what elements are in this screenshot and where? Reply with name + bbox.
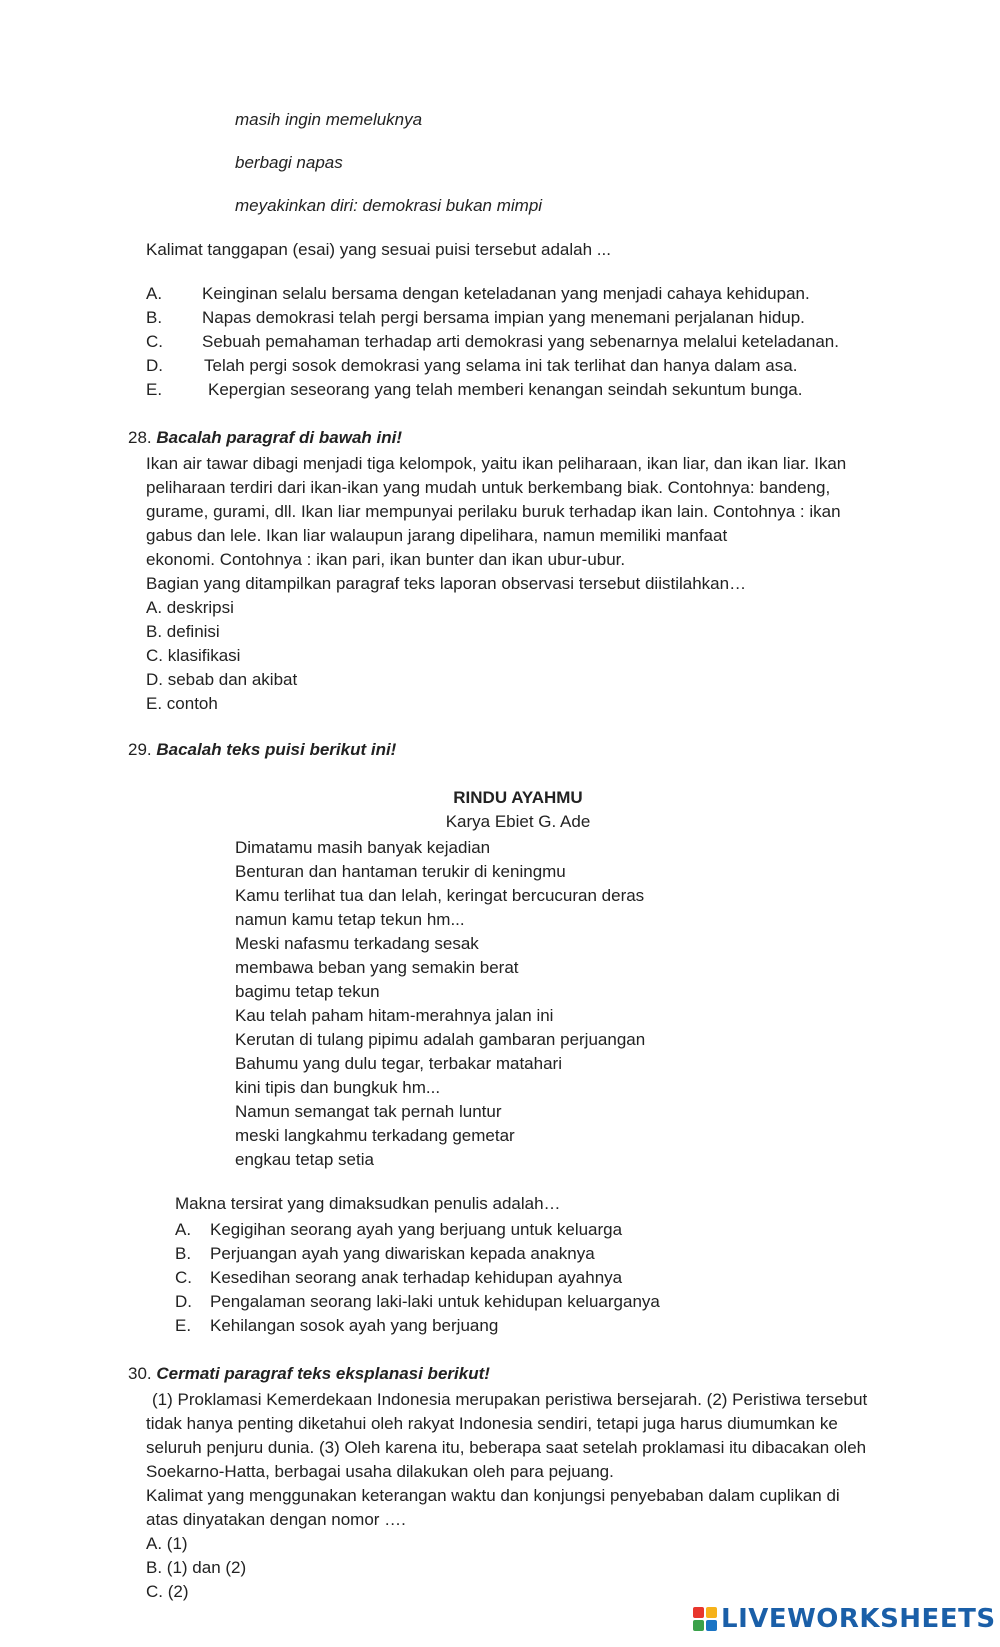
q27-option-c[interactable]	[146, 332, 839, 352]
q30-question-line: Kalimat yang menggunakan keterangan waktu dan konjungsi penyebaban dalam cuplikan di	[146, 1486, 840, 1505]
q29-option-b[interactable]	[175, 1242, 660, 1266]
paragraph-line: Ikan air tawar dibagi menjadi tiga kelompok, yaitu ikan peliharaan, ikan liar, dan ikan liar. Ikan	[146, 454, 847, 473]
q29-option-a[interactable]	[175, 1218, 660, 1242]
poem-author: Karya Ebiet G. Ade	[445, 812, 591, 831]
poem-line: masih ingin memeluknya	[235, 110, 423, 129]
poem-line: engkau tetap setia	[235, 1150, 374, 1169]
option-text: Telah pergi sosok demokrasi yang selama ini tak terlihat dan hanya dalam asa.	[204, 356, 798, 375]
poem-line: Benturan dan hantaman terukir di keningmu	[235, 862, 566, 881]
option-text: Sebuah pemahaman terhadap arti demokrasi yang sebenarnya melalui keteladanan.	[202, 332, 839, 351]
q29-options	[175, 1218, 660, 1338]
option-letter: E.	[146, 380, 163, 399]
option-letter: C.	[146, 332, 163, 351]
poem-line: kini tipis dan bungkuk hm...	[235, 1078, 441, 1097]
paragraph-line: gabus dan lele. Ikan liar walaupun jarang dipelihara, namun memiliki manfaat	[146, 526, 728, 545]
q29-option-d[interactable]	[175, 1290, 660, 1314]
poem-line: Namun semangat tak pernah luntur	[235, 1102, 502, 1121]
poem-line: Bahumu yang dulu tegar, terbakar matahari	[235, 1054, 562, 1073]
question-instruction: Cermati paragraf teks eksplanasi berikut!	[156, 1364, 490, 1383]
poem-line: namun kamu tetap tekun hm...	[235, 910, 465, 929]
q27-option-e[interactable]	[146, 380, 802, 400]
poem-line: meski langkahmu terkadang gemetar	[235, 1126, 515, 1145]
q30-option-c[interactable]: C. (2)	[146, 1582, 189, 1601]
poem-line: Meski nafasmu terkadang sesak	[235, 934, 479, 953]
q28-question: Bagian yang ditampilkan paragraf teks laporan observasi tersebut diistilahkan…	[146, 574, 747, 593]
paragraph-line: tidak hanya penting diketahui oleh rakyat Indonesia sendiri, tetapi juga harus diumumkan ke	[146, 1414, 838, 1433]
poem-line: bagimu tetap tekun	[235, 982, 380, 1001]
option-letter: D.	[146, 356, 163, 375]
poem-line: berbagi napas	[235, 153, 343, 172]
q27-option-d[interactable]	[146, 356, 797, 376]
option-text: Pengalaman seorang laki-laki untuk kehidupan keluarganya	[210, 1292, 660, 1311]
q28-option-b[interactable]: B. definisi	[146, 622, 220, 641]
q27-question: Kalimat tanggapan (esai) yang sesuai puisi tersebut adalah ...	[146, 240, 611, 259]
option-text: Perjuangan ayah yang diwariskan kepada anaknya	[210, 1244, 595, 1263]
poem-line: Kerutan di tulang pipimu adalah gambaran perjuangan	[235, 1030, 646, 1049]
q29-question: Makna tersirat yang dimaksudkan penulis adalah…	[175, 1194, 561, 1213]
option-letter: B.	[146, 308, 163, 327]
q29-option-e[interactable]	[175, 1314, 660, 1338]
paragraph-line: peliharaan terdiri dari ikan-ikan yang mudah untuk berkembang biak. Contohnya: bandeng,	[146, 478, 831, 497]
poem-line: meyakinkan diri: demokrasi bukan mimpi	[235, 196, 543, 215]
option-text: Kehilangan sosok ayah yang berjuang	[210, 1316, 499, 1335]
q28-option-a[interactable]: A. deskripsi	[146, 598, 234, 617]
q28-option-d[interactable]: D. sebab dan akibat	[146, 670, 298, 689]
poem-body	[235, 836, 645, 1172]
option-text: Kegigihan seorang ayah yang berjuang untuk keluarga	[210, 1220, 623, 1239]
option-letter: B.	[175, 1244, 192, 1263]
q30-question-line: atas dinyatakan dengan nomor ….	[146, 1510, 406, 1529]
poem-line: Kamu terlihat tua dan lelah, keringat bercucuran deras	[235, 886, 645, 905]
q29-option-c[interactable]	[175, 1266, 660, 1290]
q27-option-a[interactable]	[146, 284, 810, 304]
option-letter: C.	[175, 1268, 192, 1287]
question-instruction: Bacalah teks puisi berikut ini!	[156, 740, 397, 759]
option-text: Keinginan selalu bersama dengan keteladanan yang menjadi cahaya kehidupan.	[202, 284, 810, 303]
option-letter: A.	[146, 284, 163, 303]
q29-heading	[128, 740, 396, 760]
q30-option-b[interactable]: B. (1) dan (2)	[146, 1558, 247, 1577]
q30-paragraph	[146, 1388, 867, 1604]
paragraph-line: seluruh penjuru dunia. (3) Oleh karena itu, beberapa saat setelah proklamasi itu dibacakan oleh	[146, 1438, 867, 1457]
paragraph-line: ekonomi. Contohnya : ikan pari, ikan bunter dan ikan ubur-ubur.	[146, 550, 626, 569]
option-text: Kepergian seseorang yang telah memberi kenangan seindah sekuntum bunga.	[208, 380, 803, 399]
question-number: 30.	[128, 1364, 152, 1383]
poem-line: Kau telah paham hitam-merahnya jalan ini	[235, 1006, 554, 1025]
question-number: 29.	[128, 740, 152, 759]
paragraph-line: gurame, gurami, dll. Ikan liar mempunyai perilaku buruk terhadap ikan lain. Contohnya : ikan	[146, 502, 841, 521]
logo-text: LIVEWORKSHEETS	[721, 1604, 996, 1634]
q28-heading	[128, 428, 402, 448]
question-instruction: Bacalah paragraf di bawah ini!	[156, 428, 402, 447]
poem-title: RINDU AYAHMU	[453, 788, 583, 807]
q28-option-e[interactable]: E. contoh	[146, 694, 218, 713]
logo-mark-icon	[693, 1607, 717, 1631]
option-letter: D.	[175, 1292, 192, 1311]
q28-paragraph	[146, 452, 846, 716]
q30-option-a[interactable]: A. (1)	[146, 1534, 188, 1553]
option-letter: E.	[175, 1316, 192, 1335]
question-number: 28.	[128, 428, 152, 447]
paragraph-line: (1) Proklamasi Kemerdekaan Indonesia merupakan peristiwa bersejarah. (2) Peristiwa tersebut	[152, 1390, 868, 1409]
option-text: Kesedihan seorang anak terhadap kehidupan ayahnya	[210, 1268, 623, 1287]
option-letter: A.	[175, 1220, 192, 1239]
poem-line: membawa beban yang semakin berat	[235, 958, 519, 977]
paragraph-line: Soekarno-Hatta, berbagai usaha dilakukan oleh para pejuang.	[146, 1462, 614, 1481]
option-text: Napas demokrasi telah pergi bersama impian yang menemani perjalanan hidup.	[202, 308, 805, 327]
q30-heading	[128, 1364, 490, 1384]
poem-line: Dimatamu masih banyak kejadian	[235, 838, 491, 857]
liveworksheets-logo	[693, 1604, 996, 1634]
q28-option-c[interactable]: C. klasifikasi	[146, 646, 241, 665]
q27-option-b[interactable]	[146, 308, 805, 328]
